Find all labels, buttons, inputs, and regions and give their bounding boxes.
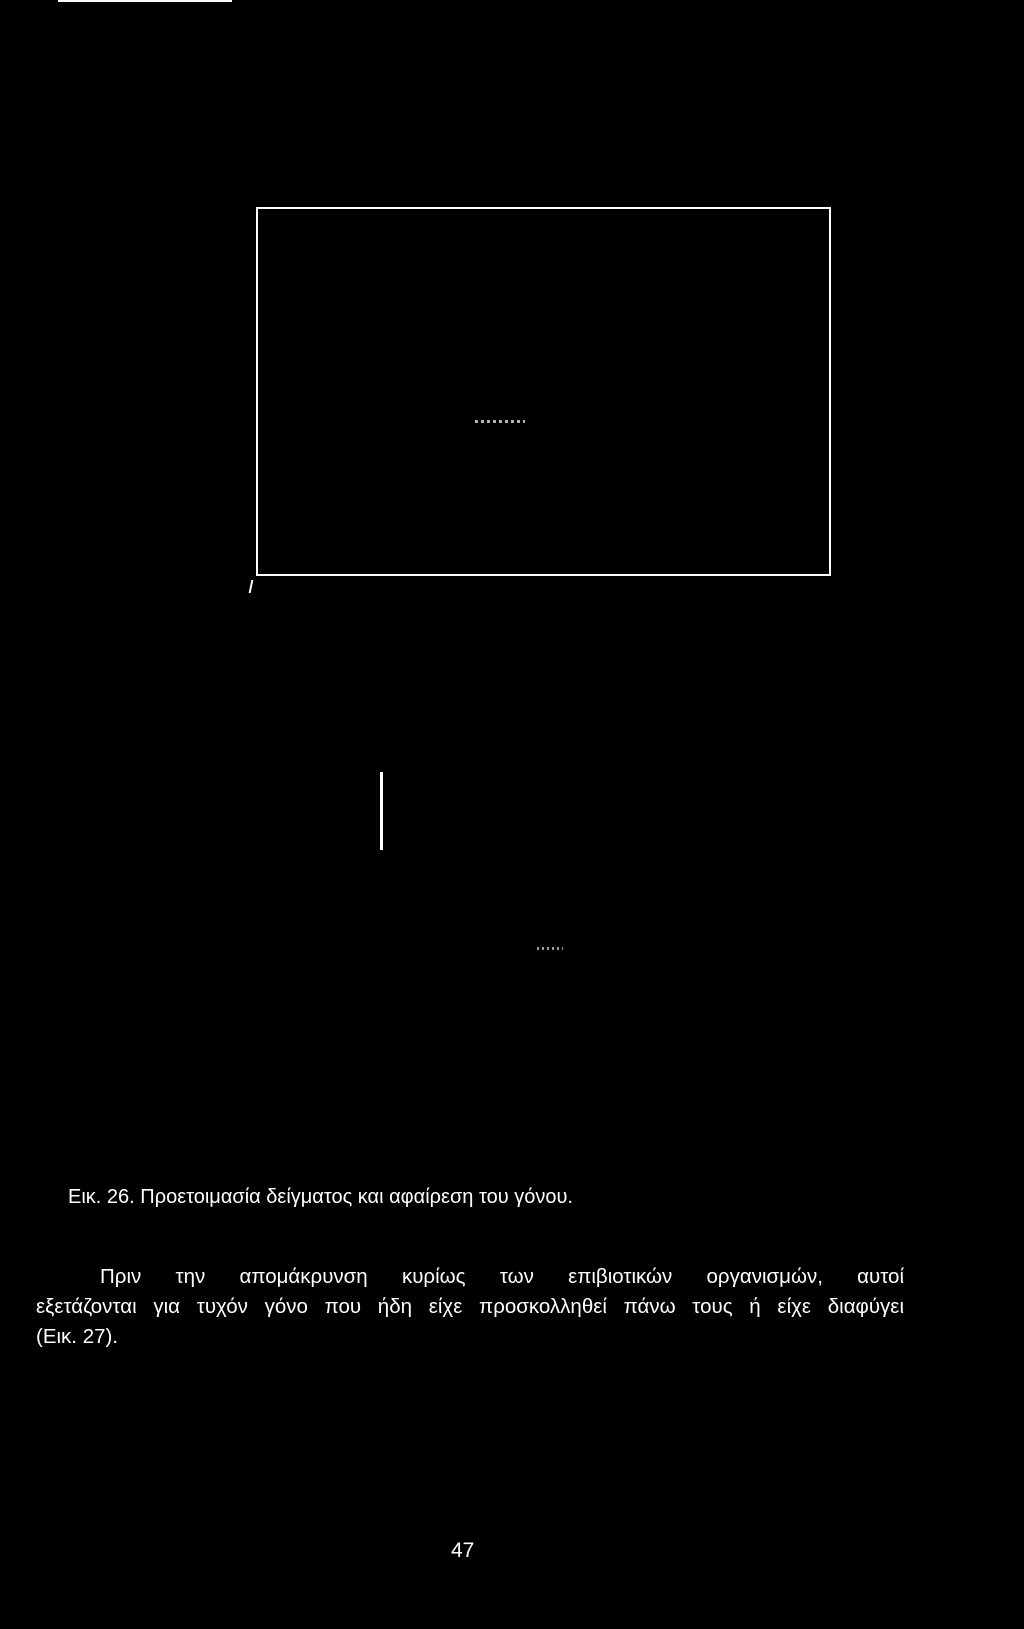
body-paragraph <box>36 1262 904 1352</box>
frame-corner-mark <box>249 580 254 593</box>
small-speck <box>537 947 563 950</box>
vertical-mark <box>380 772 383 850</box>
figure-caption: Εικ. 26. Προετοιμασία δείγματος και αφαίρεση του γόνου. <box>68 1186 573 1208</box>
figure-speck <box>475 420 525 423</box>
page-number: 47 <box>451 1539 475 1562</box>
paragraph-line: Πριν την απομάκρυνση κυρίως των επιβιοτικών οργανισμών, αυτοί <box>100 1265 904 1288</box>
top-rule <box>58 0 232 2</box>
paragraph-line: (Εικ. 27). <box>36 1325 119 1348</box>
paragraph-line: εξετάζονται για τυχόν γόνο που ήδη είχε προσκολληθεί πάνω τους ή είχε διαφύγει <box>36 1295 904 1318</box>
figure-frame <box>256 207 831 576</box>
